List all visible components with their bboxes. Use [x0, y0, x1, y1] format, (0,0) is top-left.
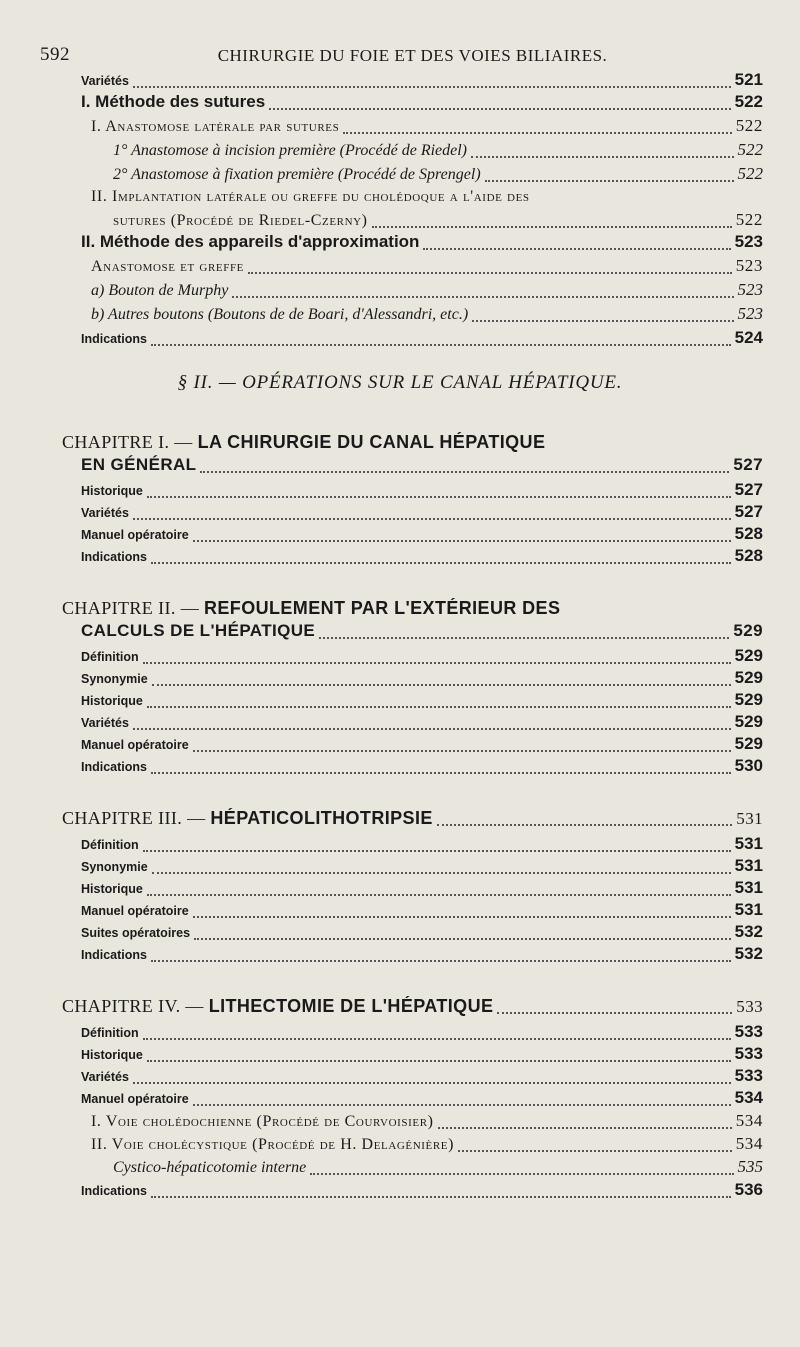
toc-entry: 1° Anastomose à incision première (Procédé de Riedel) 522: [113, 140, 763, 159]
toc-entry: I. Méthode des sutures 522: [81, 92, 763, 111]
toc-entry: a) Bouton de Murphy 523: [91, 280, 763, 299]
toc-entry: b) Autres boutons (Boutons de de Boari, d'Alessandri, etc.) 523: [91, 304, 763, 323]
toc-entry: Variétés 527: [81, 502, 763, 521]
toc-entry: I. Voie cholédochienne (Procédé de Courvoisier) 534: [91, 1111, 763, 1130]
chapter-heading: CHAPITRE II. — REFOULEMENT PAR L'EXTÉRIEUR DES: [62, 598, 561, 618]
toc-entry: Historique 531: [81, 878, 763, 897]
toc-entry: Indications 530: [81, 756, 763, 775]
chapter-heading-continued: CALCULS DE L'HÉPATIQUE 529: [81, 621, 763, 640]
toc-entry: Variétés 533: [81, 1066, 763, 1085]
toc-entry: Définition 533: [81, 1022, 763, 1041]
toc-entry: Définition 531: [81, 834, 763, 853]
chapter-heading: CHAPITRE IV. — LITHECTOMIE DE L'HÉPATIQUE 533: [62, 996, 763, 1016]
running-title: CHIRURGIE DU FOIE ET DES VOIES BILIAIRES.: [217, 46, 608, 65]
toc-entry: Anastomose et greffe 523: [91, 256, 763, 275]
chapter-heading-continued: EN GÉNÉRAL 527: [81, 455, 763, 474]
toc-entry: Définition 529: [81, 646, 763, 665]
toc-entry: 2° Anastomose à fixation première (Procédé de Sprengel) 522: [113, 164, 763, 183]
toc-entry: Indications 528: [81, 546, 763, 565]
toc-entry: Historique 527: [81, 480, 763, 499]
toc-entry: Manuel opératoire 529: [81, 734, 763, 753]
toc-entry: Variétés 529: [81, 712, 763, 731]
toc-entry: Suites opératoires 532: [81, 922, 763, 941]
toc-entry: Manuel opératoire 534: [81, 1088, 763, 1107]
toc-entry: Indications 532: [81, 944, 763, 963]
toc-entry: I. Anastomose latérale par sutures 522: [91, 116, 763, 135]
toc-entry: Indications 536: [81, 1180, 763, 1199]
toc-entry: Synonymie 531: [81, 856, 763, 875]
section-heading: § II. — OPÉRATIONS SUR LE CANAL HÉPATIQUE.: [177, 372, 623, 393]
toc-entry: Historique 533: [81, 1044, 763, 1063]
toc-entry: Variétés 521: [81, 70, 763, 89]
toc-entry-continued: II. Implantation latérale ou greffe du cholédoque a l'aide des: [91, 188, 530, 205]
toc-entry: sutures (Procédé de Riedel-Czerny) 522: [113, 210, 763, 229]
toc-entry: II. Voie cholécystique (Procédé de H. Delagénière) 534: [91, 1134, 763, 1153]
page-number: 592: [40, 44, 70, 65]
chapter-heading: CHAPITRE III. — HÉPATICOLITHOTRIPSIE 531: [62, 808, 763, 828]
toc-entry: Historique 529: [81, 690, 763, 709]
toc-entry: Cystico-hépaticotomie interne 535: [113, 1157, 763, 1176]
toc-entry: Manuel opératoire 531: [81, 900, 763, 919]
chapter-heading: CHAPITRE I. — LA CHIRURGIE DU CANAL HÉPATIQUE: [62, 432, 546, 452]
toc-entry: Synonymie 529: [81, 668, 763, 687]
toc-entry: Indications 524: [81, 328, 763, 347]
toc-entry: II. Méthode des appareils d'approximation 523: [81, 232, 763, 251]
toc-entry: Manuel opératoire 528: [81, 524, 763, 543]
